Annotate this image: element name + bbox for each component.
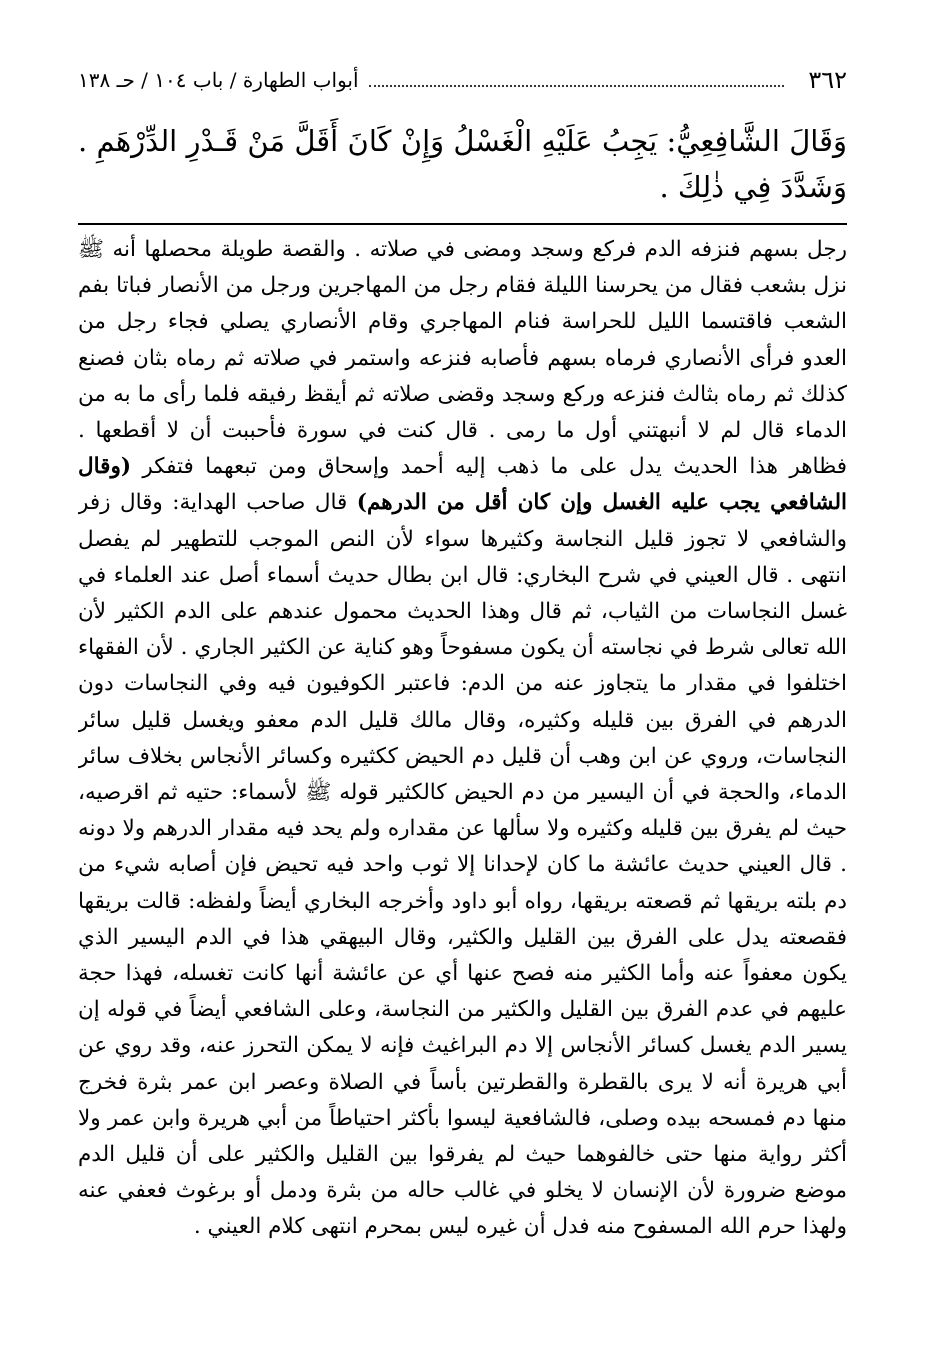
commentary-paragraph	[78, 232, 847, 1246]
commentary-part-1: رجل بسهم فنزفه الدم فركع وسجد ومضى في صلاته . والقصة طويلة محصلها أنه ﷺ نزل بشعب فقال من يحرسنا الليلة فقام رجل من المهاجرين ورجل من الأنصار فباتا بفم الشعب فاقتسما الليل للحراسة فنام المهاجري وقام الأنصاري يصلي فجاء رجل من العدو فرأى الأنصاري فرماه بسهم فأصابه فنزعه واستمر في صلاته ثم رماه بثان فصنع كذلك ثم رماه بثالث فنزعه وركع وسجد وقضى صلاته ثم أيقظ رفيقه فلما رأى ما به من الدماء قال لم لا أنبهتني أول ما رمى . قال كنت في سورة فأحببت أن لا أقطعها . فظاهر هذا الحديث يدل على ما ذهب إليه أحمد وإسحاق ومن تبعهما فتفكر	[78, 237, 847, 480]
commentary-part-2: قال صاحب الهداية: وقال زفر والشافعي لا تجوز قليل النجاسة وكثيرها سواء لأن النص الموجب للتطهير لم يفصل انتهى . قال العيني في شرح البخاري: قال ابن بطال حديث أسماء أصل عند العلماء في غسل النجاسات من الثياب، ثم قال وهذا الحديث محمول عندهم على الدم الكثير لأن الله تعالى شرط في نجاسته أن يكون مسفوحاً وهو كناية عن الكثير الجاري . لأن الفقهاء اختلفوا في مقدار ما يتجاوز عنه من الدم: فاعتبر الكوفيون فيه وفي النجاسات دون الدرهم في الفرق بين قليله وكثيره، وقال مالك قليل الدم معفو ويغسل قليل سائر النجاسات، وروي عن ابن وهب أن قليل دم الحيض ككثيره وكسائر الأنجاس بخلاف سائر الدماء، والحجة في أن اليسير من دم الحيض كالكثير قوله ﷺ لأسماء: حتيه ثم اقرصيه، حيث لم يفرق بين قليله وكثيره ولا سألها عن مقداره ولم يحد فيه مقدار الدرهم ولا دونه . قال العيني حديث عائشة ما كان لإحدانا إلا ثوب واحد فيه تحيض فإن أصابه شيء من دم بلته بريقها ثم قصعته بريقها، رواه أبو داود وأخرجه البخاري أيضاً ولفظه: قالت بريقها فقصعته يدل على الفرق بين القليل والكثير، وقال البيهقي هذا في الدم اليسير الذي يكون معفواً عنه وأما الكثير منه فصح عنها أي عن عائشة أنها كانت تغسله، فهذا حجة عليهم في عدم الفرق بين القليل والكثير من النجاسة، وعلى الشافعي أيضاً في قوله إن يسير الدم يغسل كسائر الأنجاس إلا دم البراغيث فإنه لا يمكن التحرز عنه، وقد روي عن أبي هريرة أنه لا يرى بالقطرة والقطرتين بأساً في الصلاة وعصر ابن عمر بثرة فخرج منها دم فمسحه بيده وصلى، فالشافعية ليسوا بأكثر احتياطاً من أبي هريرة وابن عمر ولا أكثر رواية منها حتى خالفوهما حيث لم يفرقوا بين القليل والكثير على أن قليل الدم موضع ضرورة لأن الإنسان لا يخلو في غالب حاله من بثرة ودمل أو برغوث فعفي عنه ولهذا حرم الله المسفوح منه فدل أن غيره ليس بمحرم انتهى كلام العيني .	[78, 490, 847, 1240]
running-title: أبواب الطهارة / باب ١٠٤ / حـ ١٣٨	[78, 68, 359, 92]
page-header	[78, 60, 847, 100]
matn-text: وَقَالَ الشَّافِعِيُّ: يَجِبُ عَلَيْهِ الْغَسْلُ وَإِنْ كَانَ أَقَلَّ مَنْ قَـدْرِ الدِّرْهَمِ . وَشَدَّدَ فِي ذٰلِكَ .	[78, 124, 847, 204]
commentary-quoted-matn: (وقال الشافعي يجب عليه الغسل وإن كان أقل من الدرهم)	[78, 454, 847, 516]
header-dotted-leader	[369, 85, 785, 87]
section-divider	[78, 223, 847, 225]
page-number: ٣٦٢	[808, 66, 847, 94]
commentary-text	[78, 232, 847, 1282]
